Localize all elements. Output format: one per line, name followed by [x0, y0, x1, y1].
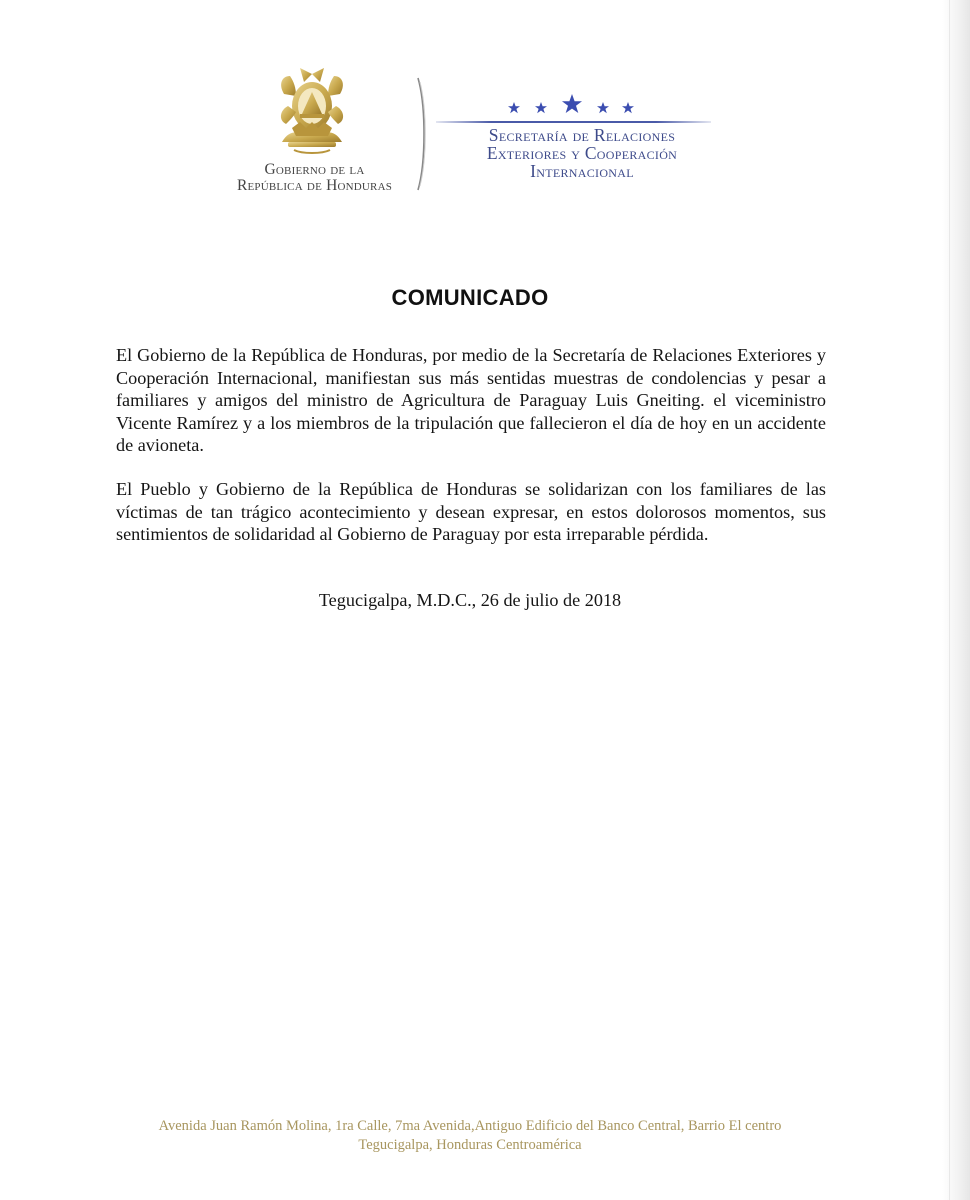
header-divider	[412, 76, 430, 192]
ministry-name-line1: Secretaría de Relaciones	[488, 125, 676, 145]
coat-of-arms-icon	[270, 66, 354, 158]
paragraph-2: El Pueblo y Gobierno de la República de Honduras se solidarizan con los familiares de las víctimas de tan trágico acontecimiento y desean expresar, en estos dolorosos momentos, sus sentimientos de solidaridad al Gobierno de Paraguay por esta irreparable pérdida.	[116, 479, 826, 544]
footer-address	[95, 1117, 845, 1155]
paragraph-1: El Gobierno de la República de Honduras, por medio de la Secretaría de Relaciones Exteriores y Cooperación Internacional, manifiestan sus más sentidas muestras de condolencias y pesar a familiares y amigos del ministro de Agricultura de Paraguay Luis Gneiting. el viceministro Vicente Ramírez y a los miembros de la tripulación que fallecieron el día de hoy en un accidente de avioneta.	[116, 345, 826, 455]
footer-line1: Avenida Juan Ramón Molina, 1ra Calle, 7ma Avenida,Antiguo Edificio del Banco Central, Barrio El centro	[158, 1118, 782, 1134]
page-edge-line	[949, 0, 950, 1200]
ministry-name	[436, 126, 728, 180]
ministry-name-line2: Exteriores y Cooperación	[486, 143, 678, 163]
government-name-line1: Gobierno de la	[264, 161, 365, 178]
ministry-name-line3: Internacional	[530, 161, 634, 181]
government-name	[222, 162, 407, 194]
stars-icon	[506, 93, 636, 117]
ministry-rule	[436, 121, 711, 123]
footer-line2: Tegucigalpa, Honduras Centroamérica	[358, 1137, 582, 1153]
government-name-line2: República de Honduras	[236, 177, 393, 194]
document-title: COMUNICADO	[391, 285, 549, 310]
page-edge-shadow	[942, 0, 970, 1200]
place-date: Tegucigalpa, M.D.C., 26 de julio de 2018	[318, 590, 622, 610]
